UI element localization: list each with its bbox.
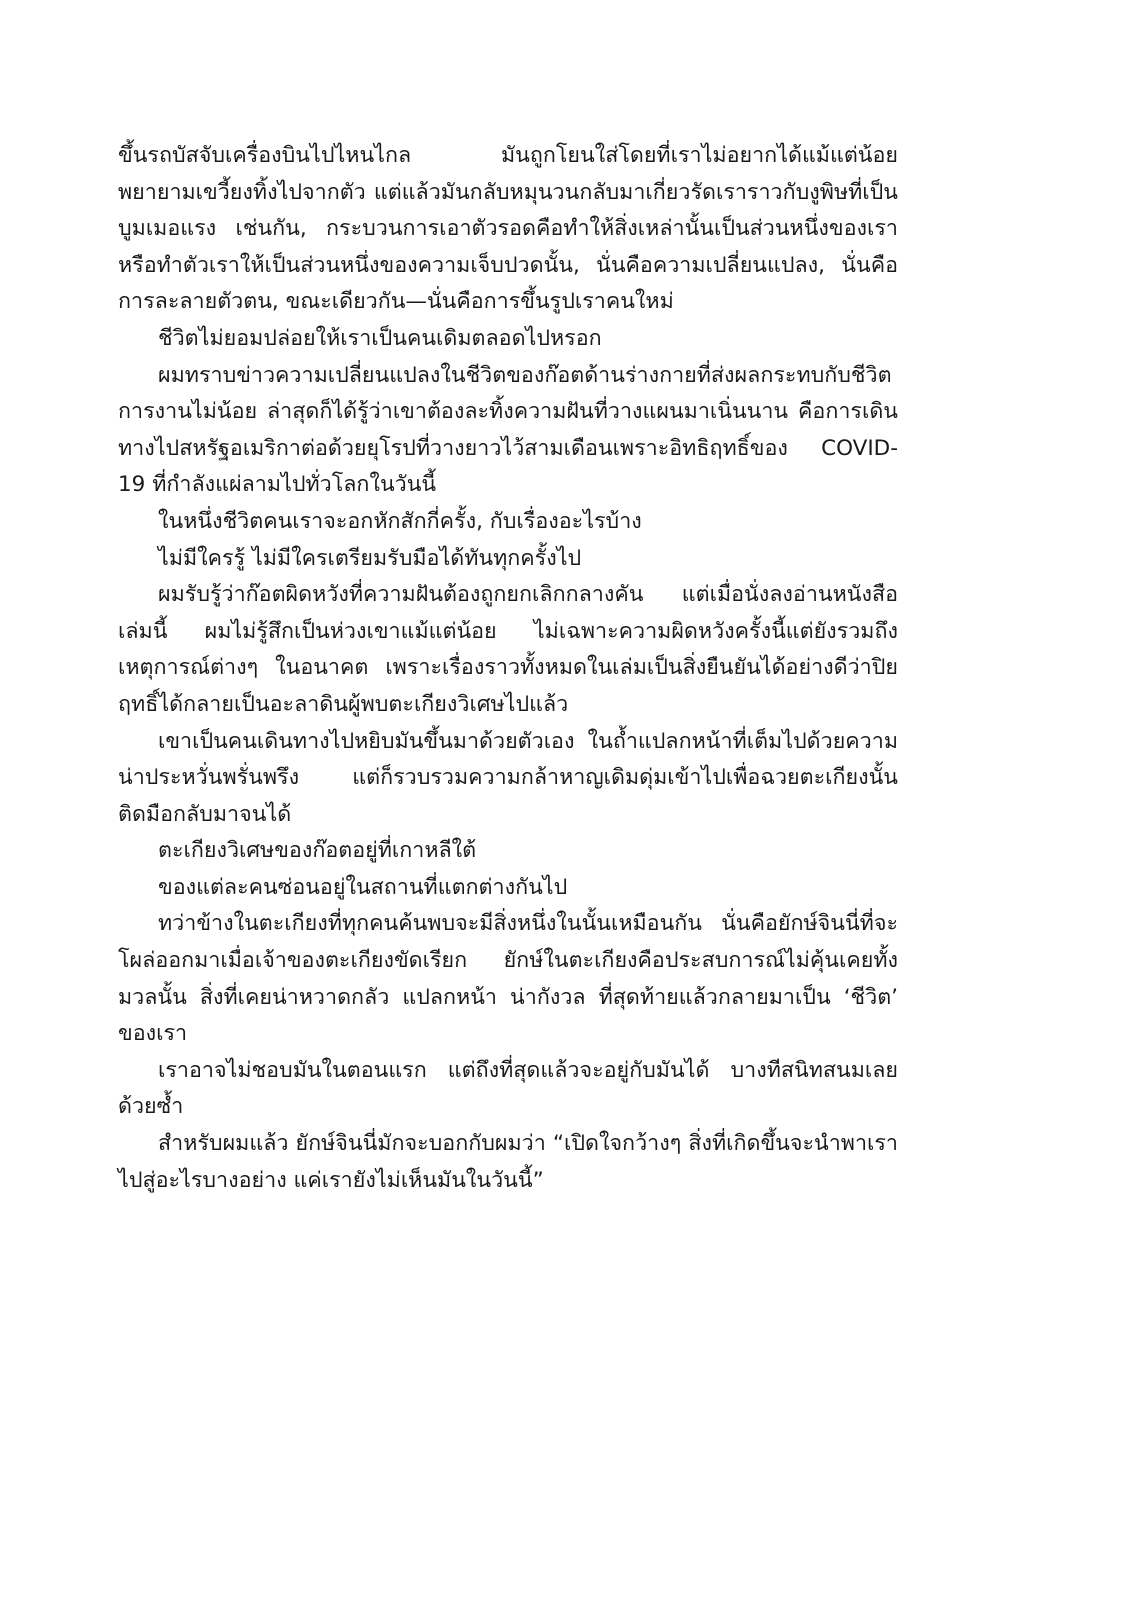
paragraph: ในหนึ่งชีวิตคนเราจะอกหักสักกี่ครั้ง, กับเรื่องอะไรบ้าง <box>158 508 642 534</box>
paragraph: ชีวิตไม่ยอมปล่อยให้เราเป็นคนเดิมตลอดไปหรอก <box>158 325 602 351</box>
paragraph: ไม่มีใครรู้ ไม่มีใครเตรียมรับมือได้ทันทุกครั้งไป <box>158 545 582 571</box>
paragraph: ทว่าข้างในตะเกียงที่ทุกคนค้นพบจะมีสิ่งหนึ่งในนั้นเหมือนกัน นั่นคือยักษ์จินนี่ที่จะโผล่ออกมาเมื่อเจ้าของตะเกียงขัดเรียก ยักษ์ในตะเกียงคือประสบการณ์ไม่คุ้นเคยทั้งมวลนั้น สิ่งที่เคยน่าหวาดกลัว แปลกหน้า น่ากังวล ที่สุดท้ายแล้วกลายมาเป็น ‘ชีวิต’ ของเรา <box>118 911 898 1047</box>
paragraph: สำหรับผมแล้ว ยักษ์จินนี่มักจะบอกกับผมว่า “เปิดใจกว้างๆ สิ่งที่เกิดขึ้นจะนำพาเราไปสู่อะไรบางอย่าง แค่เรายังไม่เห็นมันในวันนี้” <box>118 1131 898 1193</box>
paragraph: ของแต่ละคนซ่อนอยู่ในสถานที่แตกต่างกันไป <box>158 874 568 900</box>
paragraph-continued: ขึ้นรถบัสจับเครื่องบินไปไหนไกล มันถูกโยนใส่โดยที่เราไม่อยากได้แม้แต่น้อย พยายามเขวี้ยงทิ้งไปจากตัว แต่แล้วมันกลับหมุนวนกลับมาเกี่ยวรัดเราราวกับงูพิษที่เป็นบูมเมอแรง เช่นกัน, กระบวนการเอาตัวรอดคือทำให้สิ่งเหล่านั้นเป็นส่วนหนึ่งของเรา หรือทำตัวเราให้เป็นส่วนหนึ่งของความเจ็บปวดนั้น, นั่นคือความเปลี่ยนแปลง, นั่นคือการละลายตัวตน, ขณะเดียวกัน—นั่นคือการขึ้นรูปเราคนใหม่ <box>118 143 898 315</box>
paragraph: เราอาจไม่ชอบมันในตอนแรก แต่ถึงที่สุดแล้วจะอยู่กับมันได้ บางทีสนิทสนมเลยด้วยซ้ำ <box>118 1057 898 1120</box>
paragraph: เขาเป็นคนเดินทางไปหยิบมันขึ้นมาด้วยตัวเอง ในถ้ำแปลกหน้าที่เต็มไปด้วยความน่าประหวั่นพรั่นพรึง แต่ก็รวบรวมความกล้าหาญเดิมดุ่มเข้าไปเพื่อฉวยตะเกียงนั้นติดมือกลับมาจนได้ <box>118 728 898 827</box>
paragraph: ตะเกียงวิเศษของก๊อตอยู่ที่เกาหลีใต้ <box>158 838 477 864</box>
paragraph: ผมรับรู้ว่าก๊อตผิดหวังที่ความฝันต้องถูกยกเลิกกลางคัน แต่เมื่อนั่งลงอ่านหนังสือเล่มนี้ ผมไม่รู้สึกเป็นห่วงเขาแม้แต่น้อย ไม่เฉพาะความผิดหวังครั้งนี้แต่ยังรวมถึงเหตุการณ์ต่างๆ ในอนาคต เพราะเรื่องราวทั้งหมดในเล่มเป็นสิ่งยืนยันได้อย่างดีว่าปิยฤทธิ์ได้กลายเป็นอะลาดินผู้พบตะเกียงวิเศษไปแล้ว <box>118 582 898 717</box>
page-body-text <box>118 138 898 1199</box>
paragraph: ผมทราบข่าวความเปลี่ยนแปลงในชีวิตของก๊อตด้านร่างกายที่ส่งผลกระทบกับชีวิตการงานไม่น้อย ล่าสุดก็ได้รู้ว่าเขาต้องละทิ้งความฝันที่วางแผนมาเนิ่นนาน คือการเดินทางไปสหรัฐอเมริกาต่อด้วยยุโรปที่วางยาวไว้สามเดือนเพราะอิทธิฤทธิ์ของ COVID-19 ที่กำลังแผ่ลามไปทั่วโลกในวันนี้ <box>118 362 898 498</box>
